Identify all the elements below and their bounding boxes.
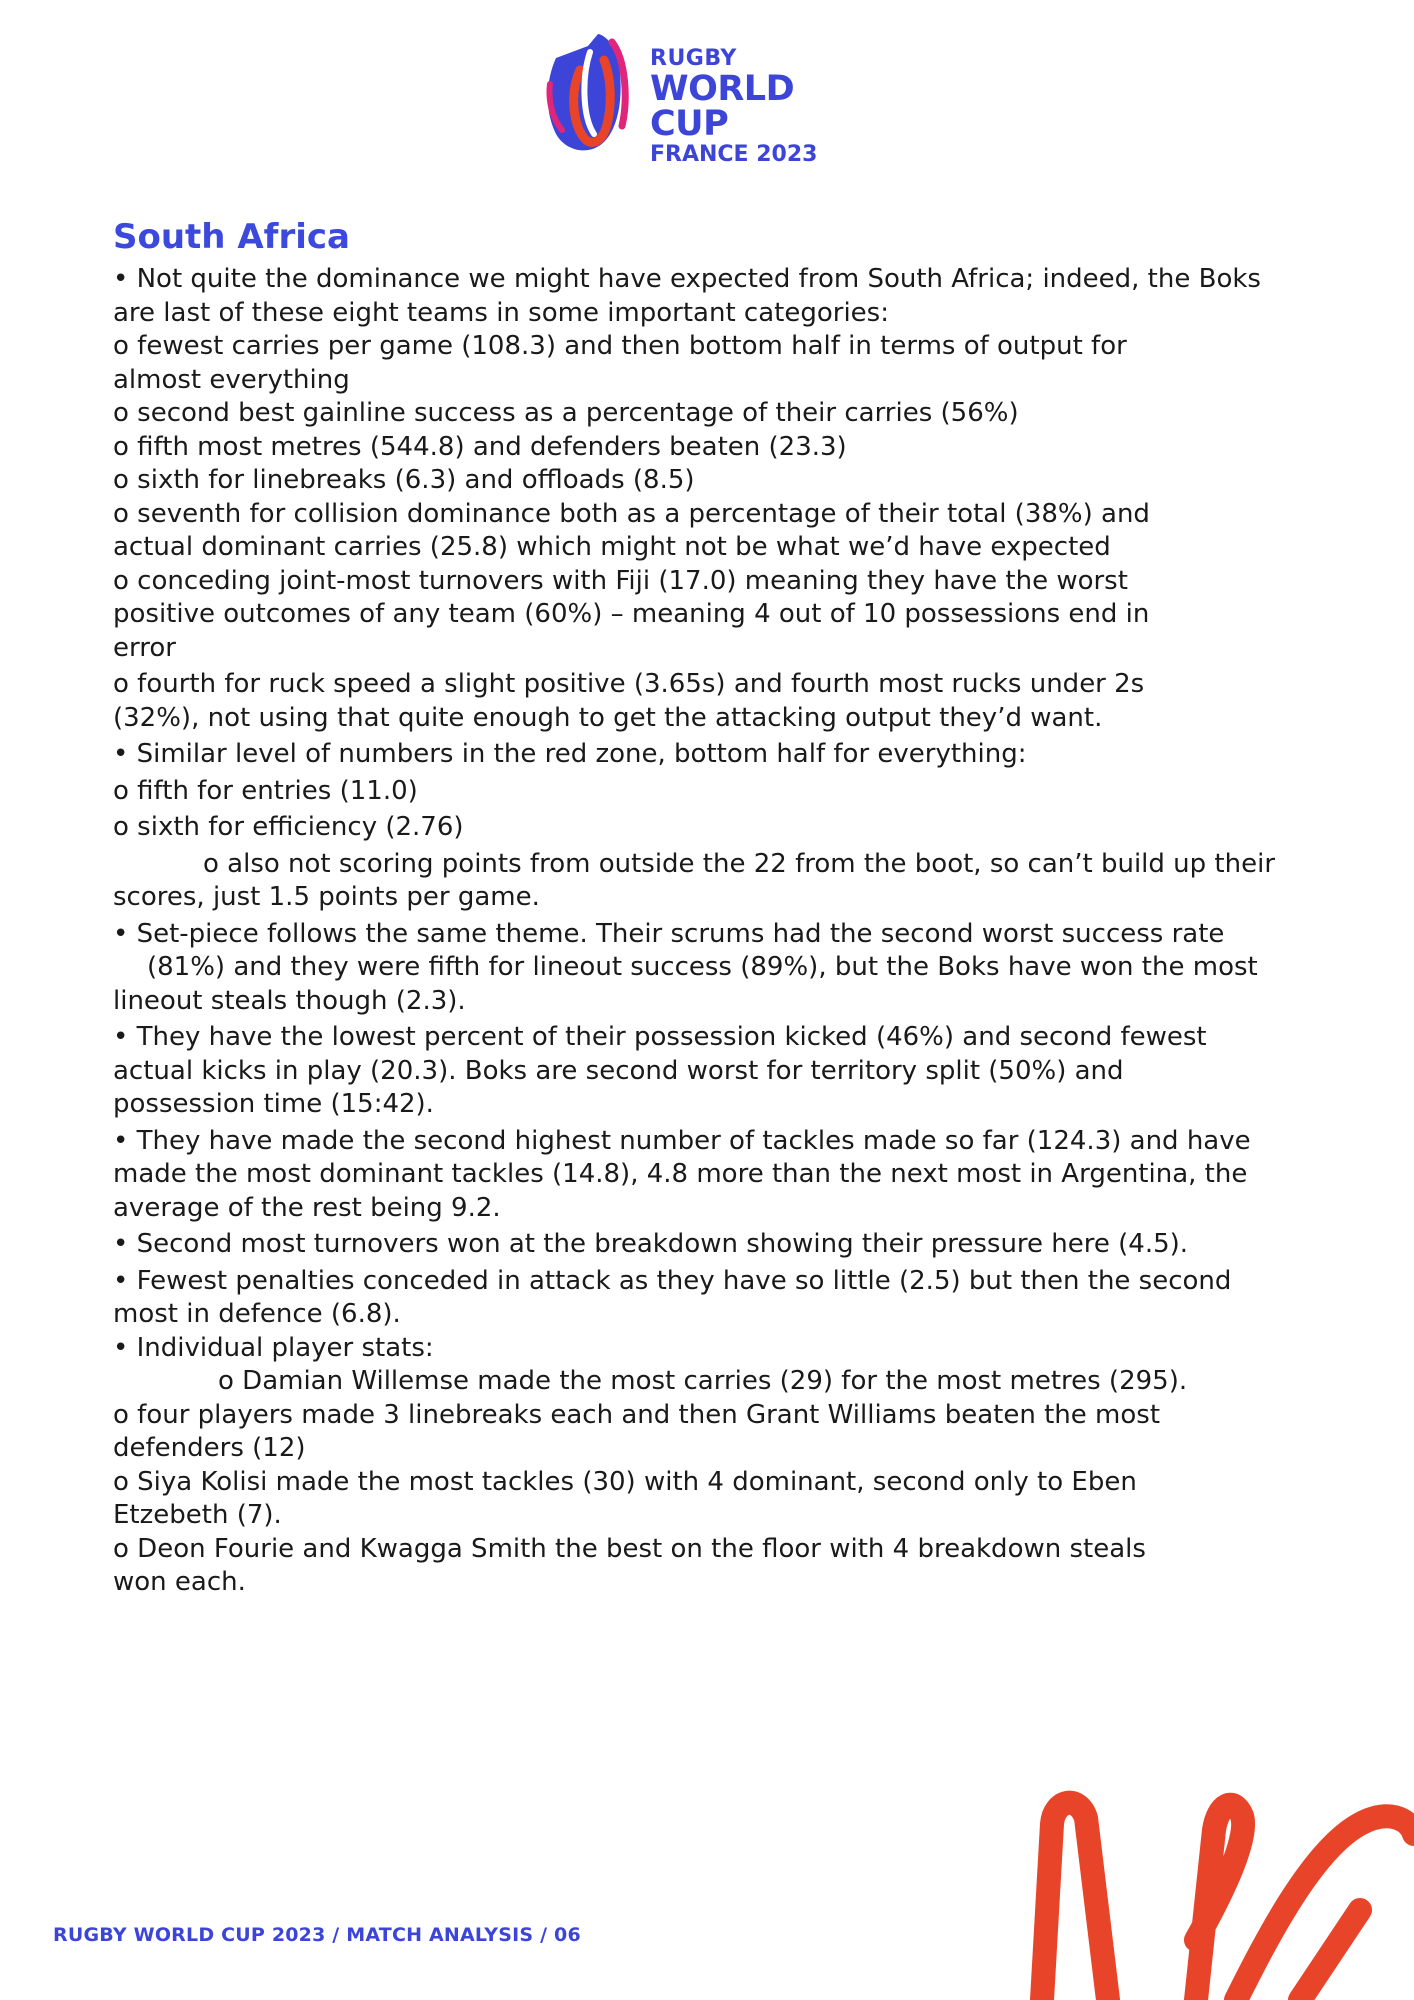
rwc-logo-wordmark [650,48,882,166]
text-line: o fourth for ruck speed a slight positive (3.65s) and fourth most rucks under 2s [113,669,1145,700]
page-footer: RUGBY WORLD CUP 2023 / MATCH ANALYSIS / 06 [53,1924,581,1946]
text-line: positive outcomes of any team (60%) – meaning 4 out of 10 possessions end in [113,599,1150,630]
section-heading: South Africa [113,217,350,257]
text-line: o second best gainline success as a percentage of their carries (56%) [113,398,1019,429]
text-line: o sixth for linebreaks (6.3) and offloads (8.5) [113,465,695,496]
text-line: o fewest carries per game (108.3) and then bottom half in terms of output for [113,331,1127,362]
text-line: defenders (12) [113,1433,306,1464]
text-line: actual kicks in play (20.3). Boks are second worst for territory split (50%) and [113,1055,1124,1086]
text-line: almost everything [113,364,350,395]
text-line: Etzebeth (7). [113,1500,282,1531]
text-line: • Second most turnovers won at the breakdown showing their pressure here (4.5). [113,1229,1189,1260]
text-line: • Fewest penalties conceded in attack as they have so little (2.5) but then the second [113,1265,1232,1296]
document-body [113,218,1313,1600]
text-line: lineout steals though (2.3). [113,985,466,1016]
text-line: error [113,632,176,663]
text-line: o four players made 3 linebreaks each and then Grant Williams beaten the most [113,1399,1161,1430]
logo-line-3: FRANCE 2023 [650,142,818,167]
text-line: scores, just 1.5 points per game. [113,882,540,913]
logo-line-2: WORLD CUP [650,69,795,144]
text-line: o fifth for entries (11.0) [113,775,418,806]
text-line: most in defence (6.8). [113,1299,401,1330]
text-line: • They have the lowest percent of their possession kicked (46%) and second fewest [113,1022,1207,1053]
text-line: (81%) and they were fifth for lineout success (89%), but the Boks have won the most [147,952,1258,983]
logo-line-1: RUGBY [650,46,737,71]
decorative-brush-strokes [1000,1790,1414,2000]
text-line: • Similar level of numbers in the red zone, bottom half for everything: [113,739,1027,770]
text-line: o Damian Willemse made the most carries (29) for the most metres (295). [218,1366,1188,1397]
text-line: o also not scoring points from outside the 22 from the boot, so can’t build up their [203,848,1276,879]
text-line: • Individual player stats: [113,1332,434,1363]
text-line: • Set-piece follows the same theme. Their scrums had the second worst success rate [113,918,1225,949]
text-line: average of the rest being 9.2. [113,1192,501,1223]
text-line: o Deon Fourie and Kwagga Smith the best on the floor with 4 breakdown steals [113,1533,1146,1564]
text-line: made the most dominant tackles (14.8), 4.8 more than the next most in Argentina, the [113,1159,1248,1190]
text-line: won each. [113,1567,246,1598]
text-line: actual dominant carries (25.8) which might not be what we’d have expected [113,532,1111,563]
text-line: • They have made the second highest number of tackles made so far (124.3) and have [113,1125,1251,1156]
text-line: possession time (15:42). [113,1089,434,1120]
text-line: o sixth for efficiency (2.76) [113,812,464,843]
text-line: o fifth most metres (544.8) and defenders beaten (23.3) [113,431,847,462]
rwc-logo-mark [542,30,642,158]
text-line: o seventh for collision dominance both as a percentage of their total (38%) and [113,498,1150,529]
text-line: o Siya Kolisi made the most tackles (30) with 4 dominant, second only to Eben [113,1466,1137,1497]
text-line: are last of these eight teams in some important categories: [113,297,889,328]
text-line: (32%), not using that quite enough to get the attacking output they’d want. [113,702,1103,733]
rwc-logo [542,30,882,167]
text-line: • Not quite the dominance we might have expected from South Africa; indeed, the Boks [113,264,1261,295]
text-line: o conceding joint-most turnovers with Fiji (17.0) meaning they have the worst [113,565,1128,596]
